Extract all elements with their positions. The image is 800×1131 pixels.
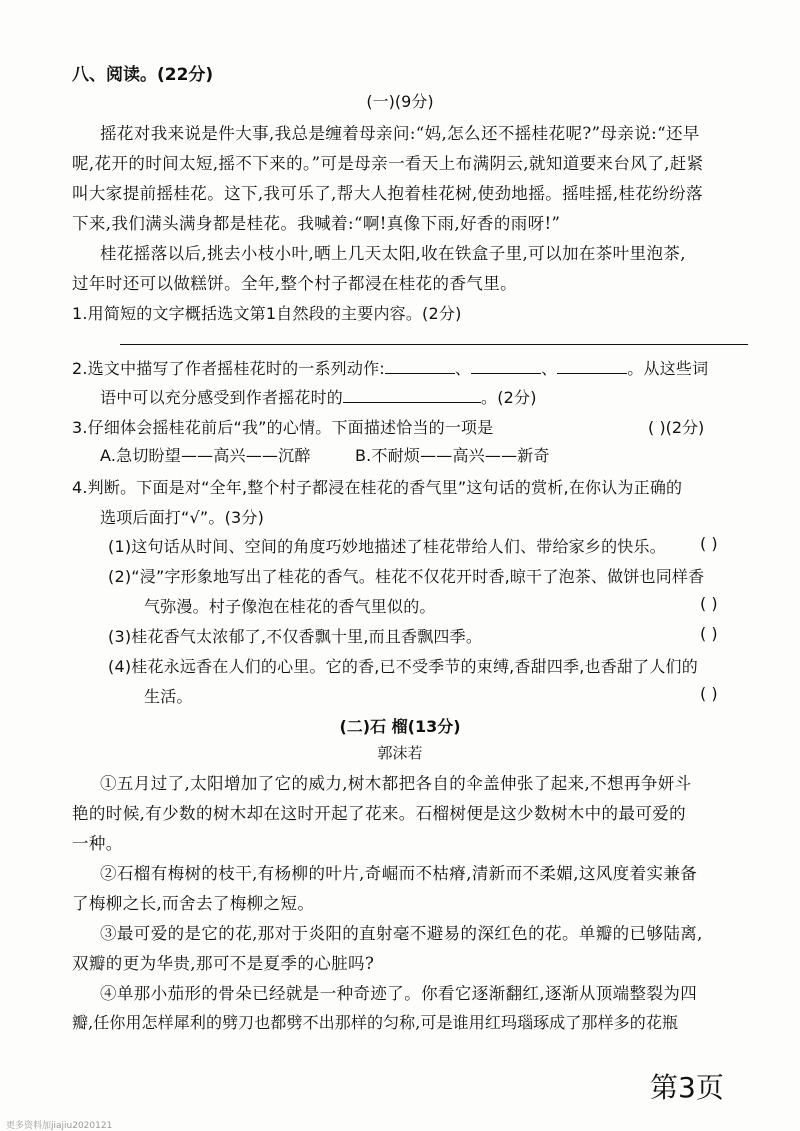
separator: 、 [454,359,472,378]
answer-paren-q3[interactable]: ( )(2分) [648,418,705,437]
judge-item-4-cont: 生活。 [144,687,193,706]
answer-blank-2[interactable] [471,359,541,374]
question-2-line2 [100,385,537,408]
page-number: 第3页 [650,1071,724,1104]
judge-paren-3[interactable]: ( ) [700,624,718,643]
part2-line: 瓣,任你用怎样犀利的劈刀也都劈不出那样的匀称,可是谁用红玛瑙琢成了那样多的花瓶 [72,1013,679,1032]
judge-item-1: (1)这句话从时间、空间的角度巧妙地描述了桂花带给人们、带给家乡的快乐。 [108,537,666,556]
judge-paren-2[interactable]: ( ) [700,594,718,613]
answer-blank-4[interactable] [343,388,481,403]
part1-title: (一)(9分) [366,92,434,111]
part2-line: 双瓣的更为华贵,那可不是夏季的心脏吗? [72,954,375,973]
answer-blank-3[interactable] [557,359,627,374]
question-2-end: 。从这些词 [627,359,709,378]
part1-para2-line: 桂花摇落以后,挑去小枝小叶,晒上几天太阳,收在铁盒子里,可以加在茶叶里泡茶, [100,244,686,263]
question-4: 4.判断。下面是对“全年,整个村子都浸在桂花的香气里”这句话的赏析,在你认为正确的 [72,478,683,497]
judge-item-2: (2)“浸”字形象地写出了桂花的香气。桂花不仅花开时香,晾干了泡茶、做饼也同样香 [108,567,705,586]
part2-line: 一种。 [72,834,123,853]
option-b: B.不耐烦——高兴——新奇 [355,446,550,465]
question-2-line1 [72,356,708,379]
separator: 、 [541,359,558,378]
section-title: 八、阅读。(22分) [72,65,214,85]
part1-para1-line: 呢,花开的时间太短,摇不下来的。”可是母亲一看天上布满阴云,就知道要来台风了,赶紧 [72,154,704,173]
part1-para1-line: 摇花对我来说是件大事,我总是缠着母亲问:“妈,怎么还不摇桂花呢?”母亲说:“还早 [100,124,700,143]
judge-paren-4[interactable]: ( ) [700,684,718,703]
part2-author: 郭沫若 [377,744,423,762]
question-4-b: 选项后面打“√”。(3分) [100,508,265,527]
question-2-points: 。(2分) [481,388,537,407]
part2-line: 艳的时候,有少数的树木却在这时开起了花来。石榴树便是这少数树木中的最可爱的 [72,804,687,823]
part2-line: ④单那小茄形的骨朵已经就是一种奇迹了。你看它逐渐翻红,逐渐从顶端整裂为四 [100,984,698,1003]
answer-blank-1[interactable] [385,359,455,374]
part2-line: 了梅柳之长,而舍去了梅柳之短。 [72,894,315,913]
judge-item-3: (3)桂花香气太浓郁了,不仅香飘十里,而且香飘四季。 [108,627,483,646]
part2-line: ①五月过了,太阳增加了它的威力,树木都把各自的伞盖伸张了起来,不想再争妍斗 [100,774,692,793]
part1-para1-line: 下来,我们满头满身都是桂花。我喊着:“啊!真像下雨,好香的雨呀!” [72,214,561,233]
question-2-text-b: 语中可以充分感受到作者摇花时的 [100,388,344,407]
part1-para2-line: 过年时还可以做糕饼。全年,整个村子都浸在桂花的香气里。 [72,274,518,293]
question-1: 1.用简短的文字概括选文第1自然段的主要内容。(2分) [72,304,462,323]
part1-para1-line: 叫大家提前摇桂花。这下,我可乐了,帮大人抱着桂花树,使劲地摇。摇哇摇,桂花纷纷落 [72,184,703,203]
judge-paren-1[interactable]: ( ) [700,534,718,553]
answer-line-q1[interactable] [120,344,748,345]
part2-title: (二)石 榴(13分) [339,717,461,736]
part2-line: ②石榴有梅树的枝干,有杨柳的叶片,奇崛而不枯瘠,清新而不柔媚,这风度着实兼备 [100,864,698,883]
judge-item-2-cont: 气弥漫。村子像泡在桂花的香气里似的。 [144,597,436,616]
option-a: A.急切盼望——高兴——沉醉 [100,446,311,465]
watermark: 更多资料加jiajiu2020121 [6,1121,113,1131]
question-2-text: 2.选文中描写了作者摇桂花时的一系列动作: [72,359,385,378]
part2-line: ③最可爱的是它的花,那对于炎阳的直射毫不避易的深红色的花。单瓣的已够陆离, [100,924,703,943]
question-3: 3.仔细体会摇桂花前后“我”的心情。下面描述恰当的一项是 [72,418,494,437]
judge-item-4: (4)桂花永远香在人们的心里。它的香,已不受季节的束缚,香甜四季,也香甜了人们的 [108,657,698,676]
